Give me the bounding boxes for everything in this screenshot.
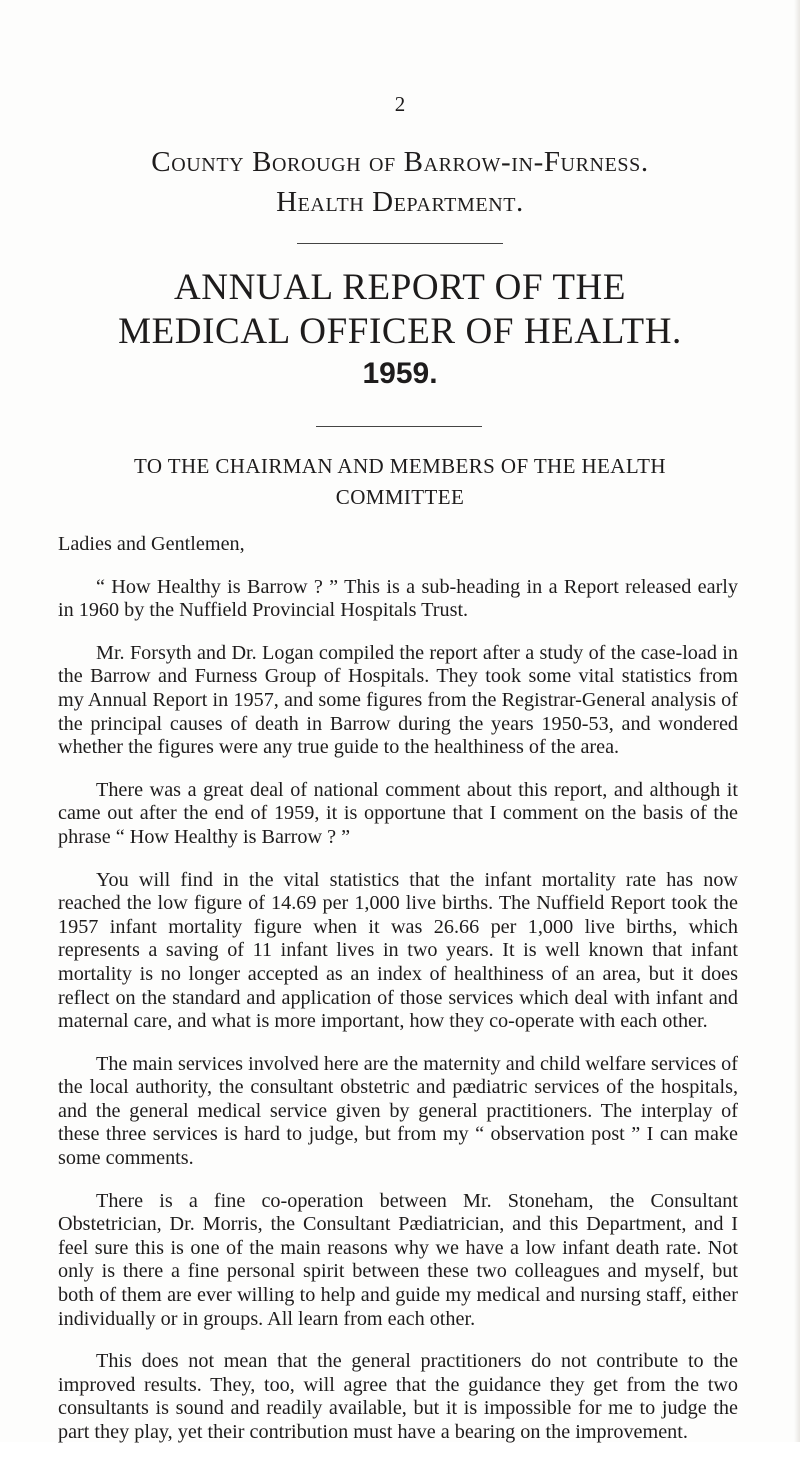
paragraph: You will find in the vital statistics that the infant mortality rate has now reached the low figure of 14.69 per 1,000 live births. The Nuffield Report took the 1957 infant mortality figure when it was 26.66 per 1,000 live births, which represents a saving of 11 infant lives in two years. It is well known that infant mortality is no longer accepted as an index of healthiness of an area, but it does reflect on the standard and application of those services which deal with infant and maternal care, and what is more important, how they co-operate with each other. <box>58 868 738 1033</box>
report-title-line2: MEDICAL OFFICER OF HEALTH. <box>118 311 682 352</box>
paragraph: “ How Healthy is Barrow ? ” This is a sub-heading in a Report released early in 1960 by the Nuffield Provincial Hospitals Trust. <box>58 575 738 622</box>
divider-rule <box>316 426 482 427</box>
paragraph: There is a fine co-operation between Mr. Stoneham, the Consultant Obstetrician, Dr. Morris, the Consultant Pædiatrician, and this Department, and I feel sure this is one of the main reasons why we have a low infant death rate. Not only is there a fine personal spirit between these two colleagues and myself, but both of them are ever willing to help and guide my medical and nursing staff, either individually or in groups. All learn from each other. <box>58 1189 738 1330</box>
report-year: 1959. <box>362 357 438 390</box>
paragraph: There was a great deal of national comment about this report, and although it came out after the end of 1959, it is opportune that I comment on the basis of the phrase “ How Healthy is Barrow ? ” <box>58 778 738 848</box>
salutation: Ladies and Gentlemen, <box>58 533 245 555</box>
report-title-line1: ANNUAL REPORT OF THE <box>173 267 627 308</box>
address-line1: TO THE CHAIRMAN AND MEMBERS OF THE HEALTH <box>134 454 666 478</box>
page-number: 2 <box>394 92 406 116</box>
paragraph: This does not mean that the general practitioners do not contribute to the improved results. They, too, will agree that the guidance they get from the two consultants is sound and readily available, but it is impossible for me to judge the part they play, yet their contribution must have a bearing on the improvement. <box>58 1350 738 1443</box>
letter-body <box>58 533 738 1464</box>
address-line2: COMMITTEE <box>335 485 465 509</box>
divider-rule <box>297 243 503 244</box>
department-heading: Health Department. <box>276 186 524 218</box>
paragraph: Mr. Forsyth and Dr. Logan compiled the report after a study of the case-load in the Barrow and Furness Group of Hospitals. They took some vital statistics from my Annual Report in 1957, and some figures from the Registrar-General analysis of the principal causes of death in Barrow during the years 1950-53, and wondered whether the figures were any true guide to the healthiness of the area. <box>58 641 738 759</box>
borough-heading: County Borough of Barrow-in-Furness. <box>151 146 649 178</box>
paragraph: The main services involved here are the maternity and child welfare services of the local authority, the consultant obstetric and pædiatric services of the hospitals, and the general medical service given by general practitioners. The interplay of these three services is hard to judge, but from my “ observation post ” I can make some comments. <box>58 1052 738 1170</box>
